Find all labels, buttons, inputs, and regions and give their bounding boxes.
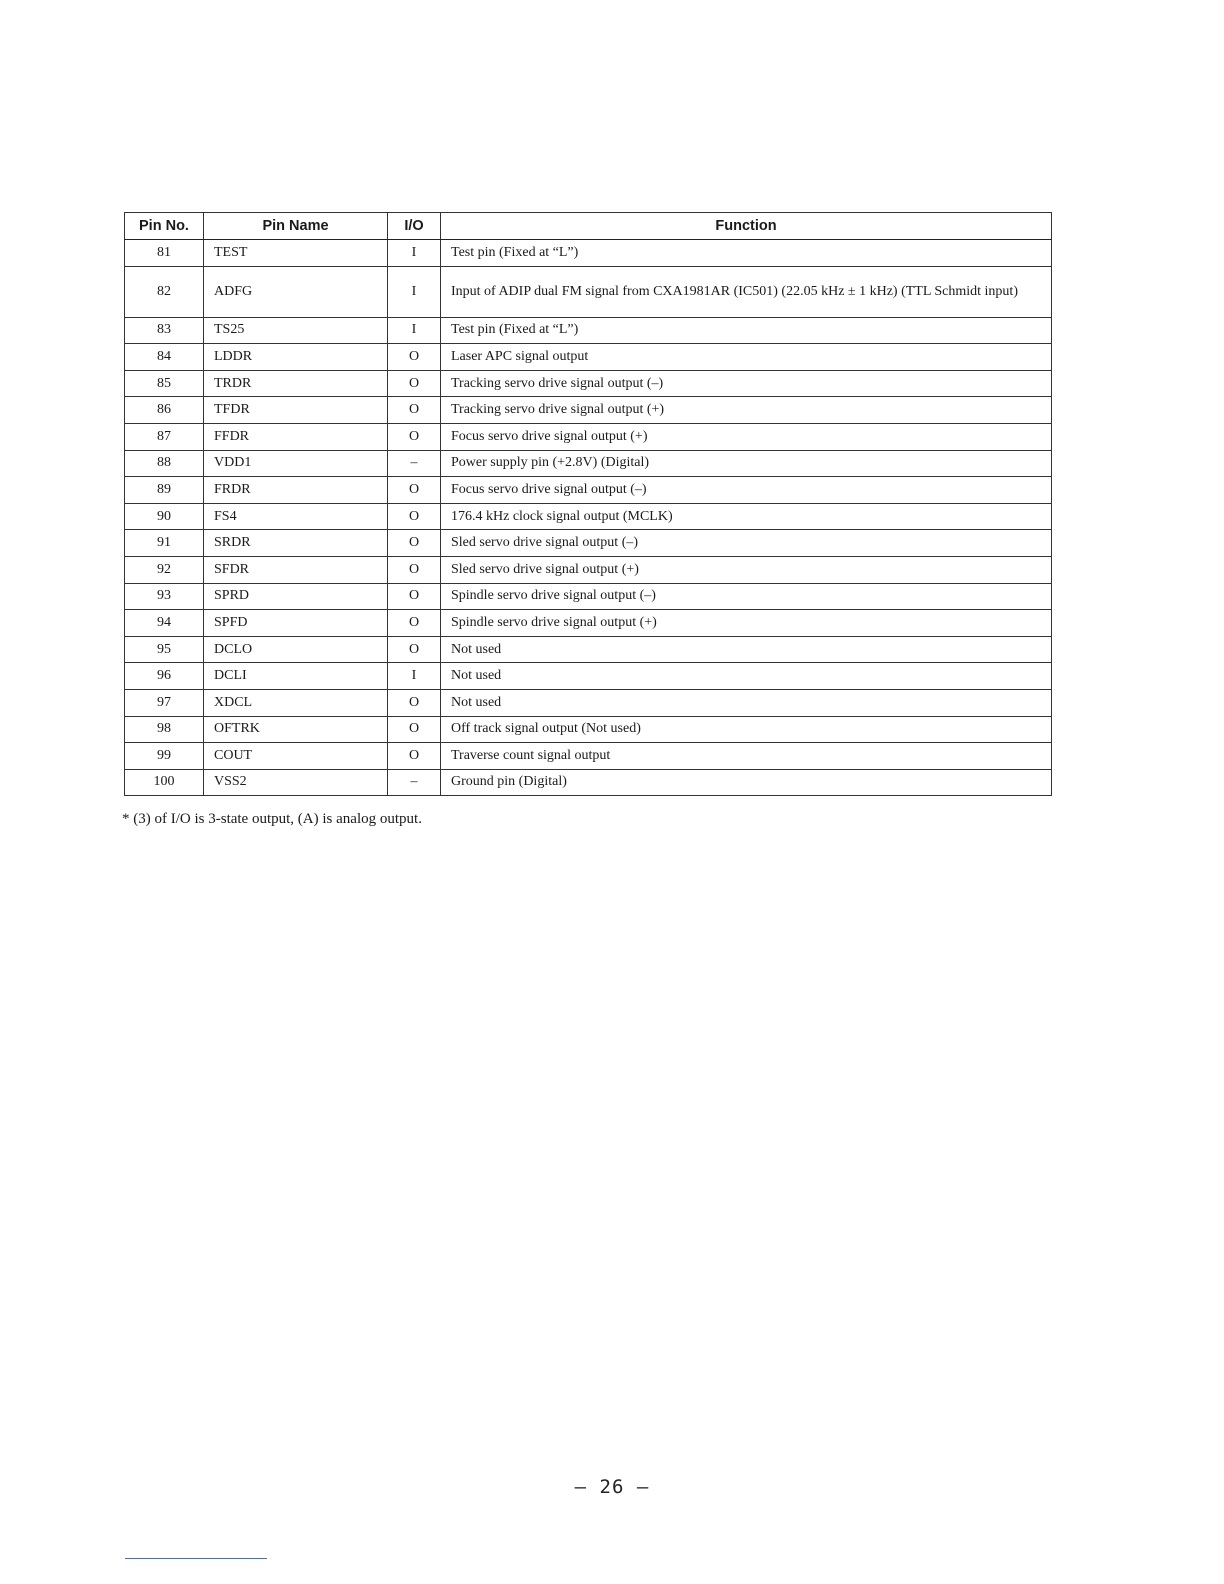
io-cell: O — [388, 556, 441, 583]
table-row — [125, 769, 1052, 796]
table-row — [125, 556, 1052, 583]
pin-name-cell: TS25 — [204, 317, 388, 344]
io-cell: O — [388, 636, 441, 663]
io-cell: – — [388, 769, 441, 796]
pin-name-cell: SPFD — [204, 610, 388, 637]
pin-name-cell: FRDR — [204, 477, 388, 504]
pin-name-cell: DCLI — [204, 663, 388, 690]
io-cell: O — [388, 370, 441, 397]
pin-no-cell: 82 — [125, 266, 204, 317]
table-row — [125, 266, 1052, 317]
pin-no-cell: 96 — [125, 663, 204, 690]
header-pin-name: Pin Name — [204, 213, 388, 240]
pin-name-cell: TRDR — [204, 370, 388, 397]
table-row — [125, 397, 1052, 424]
pin-name-cell: TFDR — [204, 397, 388, 424]
function-cell: Focus servo drive signal output (+) — [441, 423, 1052, 450]
function-cell: 176.4 kHz clock signal output (MCLK) — [441, 503, 1052, 530]
function-cell: Sled servo drive signal output (+) — [441, 556, 1052, 583]
pin-name-cell: SPRD — [204, 583, 388, 610]
io-cell: I — [388, 240, 441, 267]
table-row — [125, 689, 1052, 716]
function-cell: Tracking servo drive signal output (+) — [441, 397, 1052, 424]
table-row — [125, 530, 1052, 557]
pin-no-cell: 90 — [125, 503, 204, 530]
function-cell: Tracking servo drive signal output (–) — [441, 370, 1052, 397]
header-io: I/O — [388, 213, 441, 240]
io-cell: O — [388, 397, 441, 424]
table-row — [125, 716, 1052, 743]
pin-no-cell: 81 — [125, 240, 204, 267]
pin-no-cell: 95 — [125, 636, 204, 663]
pin-name-cell: VDD1 — [204, 450, 388, 477]
pin-no-cell: 91 — [125, 530, 204, 557]
pin-no-cell: 85 — [125, 370, 204, 397]
function-cell: Test pin (Fixed at “L”) — [441, 317, 1052, 344]
pin-no-cell: 97 — [125, 689, 204, 716]
pin-no-cell: 83 — [125, 317, 204, 344]
io-cell: O — [388, 583, 441, 610]
pin-function-table — [124, 212, 1052, 796]
pin-no-cell: 93 — [125, 583, 204, 610]
function-cell: Spindle servo drive signal output (+) — [441, 610, 1052, 637]
pin-no-cell: 99 — [125, 743, 204, 770]
table-row — [125, 743, 1052, 770]
bottom-divider — [125, 1558, 267, 1559]
function-cell: Power supply pin (+2.8V) (Digital) — [441, 450, 1052, 477]
pin-no-cell: 84 — [125, 344, 204, 371]
table-row — [125, 423, 1052, 450]
table-row — [125, 663, 1052, 690]
function-cell: Ground pin (Digital) — [441, 769, 1052, 796]
table-row — [125, 477, 1052, 504]
pin-name-cell: SFDR — [204, 556, 388, 583]
table-row — [125, 450, 1052, 477]
io-cell: O — [388, 503, 441, 530]
pin-name-cell: COUT — [204, 743, 388, 770]
pin-name-cell: FFDR — [204, 423, 388, 450]
pin-name-cell: OFTRK — [204, 716, 388, 743]
table-row — [125, 636, 1052, 663]
table-row — [125, 370, 1052, 397]
pin-no-cell: 92 — [125, 556, 204, 583]
table-row — [125, 240, 1052, 267]
io-cell: O — [388, 689, 441, 716]
io-cell: O — [388, 610, 441, 637]
io-cell: O — [388, 743, 441, 770]
io-cell: – — [388, 450, 441, 477]
table-header-row — [125, 213, 1052, 240]
io-cell: O — [388, 423, 441, 450]
pin-name-cell: SRDR — [204, 530, 388, 557]
table-row — [125, 344, 1052, 371]
table-row — [125, 317, 1052, 344]
table-row — [125, 610, 1052, 637]
page-number: — 26 — — [574, 1476, 650, 1498]
pin-no-cell: 87 — [125, 423, 204, 450]
pin-name-cell: TEST — [204, 240, 388, 267]
io-cell: O — [388, 716, 441, 743]
pin-no-cell: 94 — [125, 610, 204, 637]
pin-name-cell: ADFG — [204, 266, 388, 317]
io-cell: O — [388, 530, 441, 557]
function-cell: Not used — [441, 636, 1052, 663]
function-cell: Test pin (Fixed at “L”) — [441, 240, 1052, 267]
io-cell: I — [388, 317, 441, 344]
pin-no-cell: 89 — [125, 477, 204, 504]
function-cell: Off track signal output (Not used) — [441, 716, 1052, 743]
pin-no-cell: 86 — [125, 397, 204, 424]
io-cell: O — [388, 344, 441, 371]
pin-no-cell: 100 — [125, 769, 204, 796]
pin-no-cell: 88 — [125, 450, 204, 477]
pin-name-cell: XDCL — [204, 689, 388, 716]
io-cell: I — [388, 266, 441, 317]
pin-name-cell: LDDR — [204, 344, 388, 371]
function-cell: Not used — [441, 689, 1052, 716]
function-cell: Input of ADIP dual FM signal from CXA1981AR (IC501) (22.05 kHz ± 1 kHz) (TTL Schmidt input) — [441, 266, 1052, 317]
pin-name-cell: VSS2 — [204, 769, 388, 796]
header-pin-no: Pin No. — [125, 213, 204, 240]
io-cell: I — [388, 663, 441, 690]
function-cell: Focus servo drive signal output (–) — [441, 477, 1052, 504]
io-footnote: * (3) of I/O is 3-state output, (A) is analog output. — [122, 811, 422, 827]
function-cell: Spindle servo drive signal output (–) — [441, 583, 1052, 610]
pin-name-cell: FS4 — [204, 503, 388, 530]
header-function: Function — [441, 213, 1052, 240]
function-cell: Sled servo drive signal output (–) — [441, 530, 1052, 557]
table-row — [125, 583, 1052, 610]
table-row — [125, 503, 1052, 530]
io-cell: O — [388, 477, 441, 504]
pin-no-cell: 98 — [125, 716, 204, 743]
pin-name-cell: DCLO — [204, 636, 388, 663]
function-cell: Not used — [441, 663, 1052, 690]
function-cell: Traverse count signal output — [441, 743, 1052, 770]
function-cell: Laser APC signal output — [441, 344, 1052, 371]
